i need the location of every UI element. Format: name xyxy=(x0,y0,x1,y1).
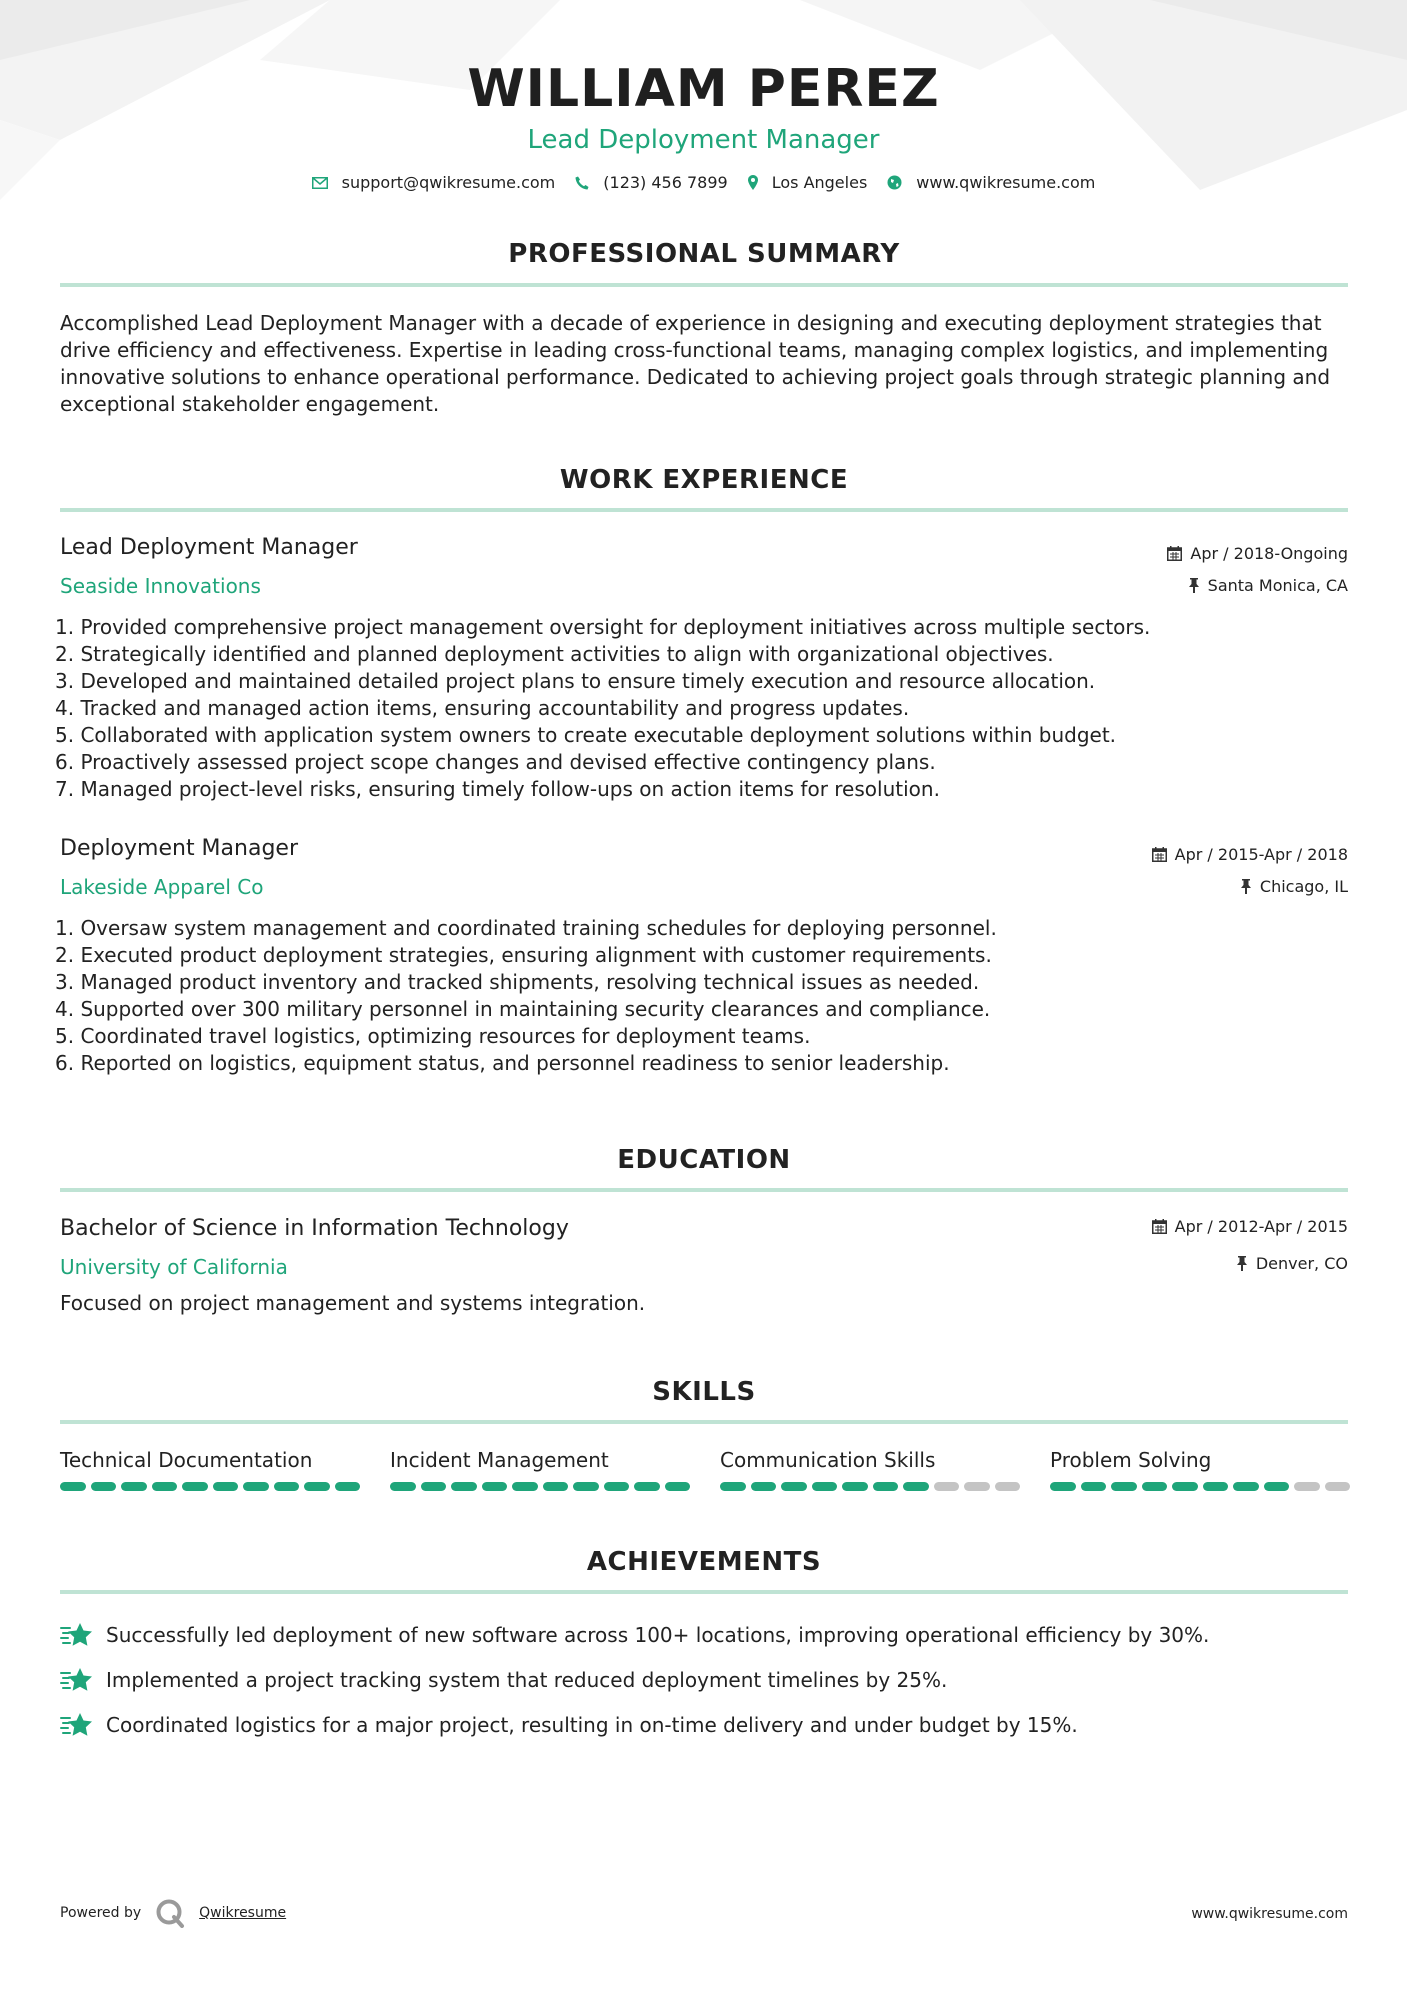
skill-level-segment xyxy=(512,1482,538,1491)
contact-website[interactable] xyxy=(887,173,1095,192)
list-item: 1. Oversaw system management and coordinated training schedules for deploying personnel. xyxy=(55,916,997,940)
skill-level-segment xyxy=(182,1482,208,1491)
skill-name: Problem Solving xyxy=(1050,1448,1212,1472)
pushpin-icon xyxy=(1240,879,1252,894)
list-item: 4. Tracked and managed action items, ensuring accountability and progress updates. xyxy=(55,696,910,720)
footer-powered-by xyxy=(60,1898,286,1928)
calendar-icon xyxy=(1167,546,1182,561)
contact-phone[interactable] xyxy=(575,173,727,192)
list-item: 5. Coordinated travel logistics, optimizing resources for deployment teams. xyxy=(55,1024,811,1048)
skill-item xyxy=(1050,1446,1350,1491)
skill-item xyxy=(720,1446,1020,1491)
education-location xyxy=(1236,1254,1348,1273)
map-pin-icon xyxy=(748,175,758,190)
skill-name: Incident Management xyxy=(390,1448,609,1472)
skill-item xyxy=(60,1446,360,1491)
job-location-text: Chicago, IL xyxy=(1259,877,1348,896)
skill-level-segment xyxy=(274,1482,300,1491)
summary-rule xyxy=(60,283,1348,287)
skill-name: Technical Documentation xyxy=(60,1448,313,1472)
skill-level-segment xyxy=(213,1482,239,1491)
skill-level-segment xyxy=(573,1482,599,1491)
experience-rule xyxy=(60,508,1348,512)
skill-level-segment xyxy=(60,1482,86,1491)
education-degree: Bachelor of Science in Information Technology xyxy=(60,1216,569,1241)
list-item: 1. Provided comprehensive project management oversight for deployment initiatives across multiple sectors. xyxy=(55,615,1151,639)
skill-level-segment xyxy=(751,1482,777,1491)
skill-level-segment xyxy=(1142,1482,1168,1491)
job-dates xyxy=(1167,544,1348,563)
skill-level-segment xyxy=(665,1482,691,1491)
list-item: 7. Managed project-level risks, ensuring timely follow-ups on action items for resolution. xyxy=(55,777,940,801)
contact-email[interactable] xyxy=(312,173,556,192)
job-bullets xyxy=(55,915,1335,1077)
education-dates-text: Apr / 2012-Apr / 2015 xyxy=(1174,1217,1348,1236)
skill-level-segment xyxy=(1050,1482,1076,1491)
education-description: Focused on project management and systems integration. xyxy=(60,1291,646,1315)
skill-level-segment xyxy=(304,1482,330,1491)
skill-level-segment xyxy=(1203,1482,1229,1491)
skill-level-segment xyxy=(604,1482,630,1491)
skill-level-segment xyxy=(1294,1482,1320,1491)
job-bullets xyxy=(55,614,1335,803)
achievement-text: Coordinated logistics for a major project, resulting in on-time delivery and under budget by 15%. xyxy=(106,1712,1078,1737)
contact-email-text: support@qwikresume.com xyxy=(341,173,556,192)
skill-level-segment xyxy=(812,1482,838,1491)
candidate-name: WILLIAM PEREZ xyxy=(467,59,940,119)
education-rule xyxy=(60,1188,1348,1192)
skill-name: Communication Skills xyxy=(720,1448,936,1472)
skill-level-segment xyxy=(873,1482,899,1491)
globe-icon xyxy=(887,175,902,190)
skill-level-segment xyxy=(1325,1482,1351,1491)
skill-level-segment xyxy=(1172,1482,1198,1491)
skill-level-segment xyxy=(91,1482,117,1491)
star-icon xyxy=(60,1622,94,1648)
skills-list xyxy=(60,1446,1350,1491)
skill-level-segment xyxy=(634,1482,660,1491)
list-item: 6. Proactively assessed project scope changes and devised effective contingency plans. xyxy=(55,750,936,774)
job-company: Seaside Innovations xyxy=(60,574,261,598)
job-dates-text: Apr / 2018-Ongoing xyxy=(1190,544,1348,563)
list-item xyxy=(60,1612,1350,1657)
skill-level-segment xyxy=(842,1482,868,1491)
list-item: 6. Reported on logistics, equipment status, and personnel readiness to senior leadership. xyxy=(55,1051,950,1075)
job-title: Deployment Manager xyxy=(60,836,298,861)
envelope-icon xyxy=(312,177,328,189)
job-dates xyxy=(1152,845,1348,864)
education-dates xyxy=(1152,1217,1348,1236)
job-title: Lead Deployment Manager xyxy=(60,535,358,560)
skill-level-segment xyxy=(152,1482,178,1491)
contact-location xyxy=(748,173,868,192)
job-location xyxy=(1240,877,1348,896)
skill-level-segment xyxy=(121,1482,147,1491)
pushpin-icon xyxy=(1236,1256,1248,1271)
star-icon xyxy=(60,1667,94,1693)
qwikresume-logo-icon xyxy=(155,1898,185,1928)
list-item xyxy=(60,1657,1350,1702)
experience-heading: WORK EXPERIENCE xyxy=(559,465,849,495)
education-location-text: Denver, CO xyxy=(1255,1254,1348,1273)
skill-level-segment xyxy=(1233,1482,1259,1491)
summary-text: Accomplished Lead Deployment Manager with a decade of experience in designing and executing deployment strategies that drive efficiency and effectiveness. Expertise in leading cross-functional teams, managing complex logistics, and implementing innovative solutions to enhance operational performance. Dedicated to achieving project goals through strategic planning and exceptional stakeholder engagement. xyxy=(60,311,1331,416)
skill-level-segment xyxy=(482,1482,508,1491)
skill-level-segment xyxy=(243,1482,269,1491)
skill-level-segment xyxy=(1111,1482,1137,1491)
job-location-text: Santa Monica, CA xyxy=(1207,576,1348,595)
skills-rule xyxy=(60,1420,1348,1424)
powered-by-text: Powered by xyxy=(60,1905,142,1921)
list-item: 2. Strategically identified and planned deployment activities to align with organizational objectives. xyxy=(55,642,1054,666)
skill-level-segment xyxy=(903,1482,929,1491)
achievements-list xyxy=(60,1612,1350,1747)
list-item: 3. Developed and maintained detailed project plans to ensure timely execution and resource allocation. xyxy=(55,669,1096,693)
skill-level-segment xyxy=(720,1482,746,1491)
job-dates-text: Apr / 2015-Apr / 2018 xyxy=(1174,845,1348,864)
skill-level-bar xyxy=(60,1482,360,1491)
skill-level-segment xyxy=(1264,1482,1290,1491)
star-icon xyxy=(60,1712,94,1738)
calendar-icon xyxy=(1152,847,1167,862)
qwikresume-link[interactable]: Qwikresume xyxy=(199,1905,287,1921)
skill-level-segment xyxy=(995,1482,1021,1491)
skills-heading: SKILLS xyxy=(652,1377,756,1407)
achievements-rule xyxy=(60,1590,1348,1594)
summary-heading: PROFESSIONAL SUMMARY xyxy=(508,239,900,269)
skill-level-segment xyxy=(781,1482,807,1491)
footer-website[interactable]: www.qwikresume.com xyxy=(1191,1906,1348,1922)
job-location xyxy=(1188,576,1348,595)
list-item xyxy=(60,1702,1350,1747)
skill-level-segment xyxy=(964,1482,990,1491)
skill-level-bar xyxy=(390,1482,690,1491)
skill-level-segment xyxy=(543,1482,569,1491)
list-item: 5. Collaborated with application system owners to create executable deployment solutions within budget. xyxy=(55,723,1117,747)
skill-level-bar xyxy=(1050,1482,1350,1491)
skill-item xyxy=(390,1446,690,1491)
pushpin-icon xyxy=(1188,578,1200,593)
candidate-title: Lead Deployment Manager xyxy=(527,125,880,155)
education-heading: EDUCATION xyxy=(617,1145,791,1175)
skill-level-segment xyxy=(421,1482,447,1491)
list-item: 3. Managed product inventory and tracked shipments, resolving technical issues as needed. xyxy=(55,970,980,994)
contact-location-text: Los Angeles xyxy=(771,173,868,192)
contact-phone-text: (123) 456 7899 xyxy=(603,173,728,192)
achievements-heading: ACHIEVEMENTS xyxy=(586,1547,822,1577)
education-school: University of California xyxy=(60,1255,288,1279)
contact-website-text: www.qwikresume.com xyxy=(916,173,1096,192)
skill-level-segment xyxy=(451,1482,477,1491)
phone-icon xyxy=(575,176,589,190)
resume-header xyxy=(0,58,1407,156)
achievement-text: Implemented a project tracking system that reduced deployment timelines by 25%. xyxy=(106,1667,948,1692)
calendar-icon xyxy=(1152,1219,1167,1234)
job-company: Lakeside Apparel Co xyxy=(60,875,264,899)
skill-level-segment xyxy=(390,1482,416,1491)
skill-level-segment xyxy=(934,1482,960,1491)
skill-level-bar xyxy=(720,1482,1020,1491)
contact-bar xyxy=(0,173,1407,192)
list-item: 2. Executed product deployment strategies, ensuring alignment with customer requirements. xyxy=(55,943,992,967)
list-item: 4. Supported over 300 military personnel in maintaining security clearances and compliance. xyxy=(55,997,991,1021)
skill-level-segment xyxy=(1081,1482,1107,1491)
achievement-text: Successfully led deployment of new software across 100+ locations, improving operational efficiency by 30%. xyxy=(106,1622,1210,1647)
skill-level-segment xyxy=(335,1482,361,1491)
